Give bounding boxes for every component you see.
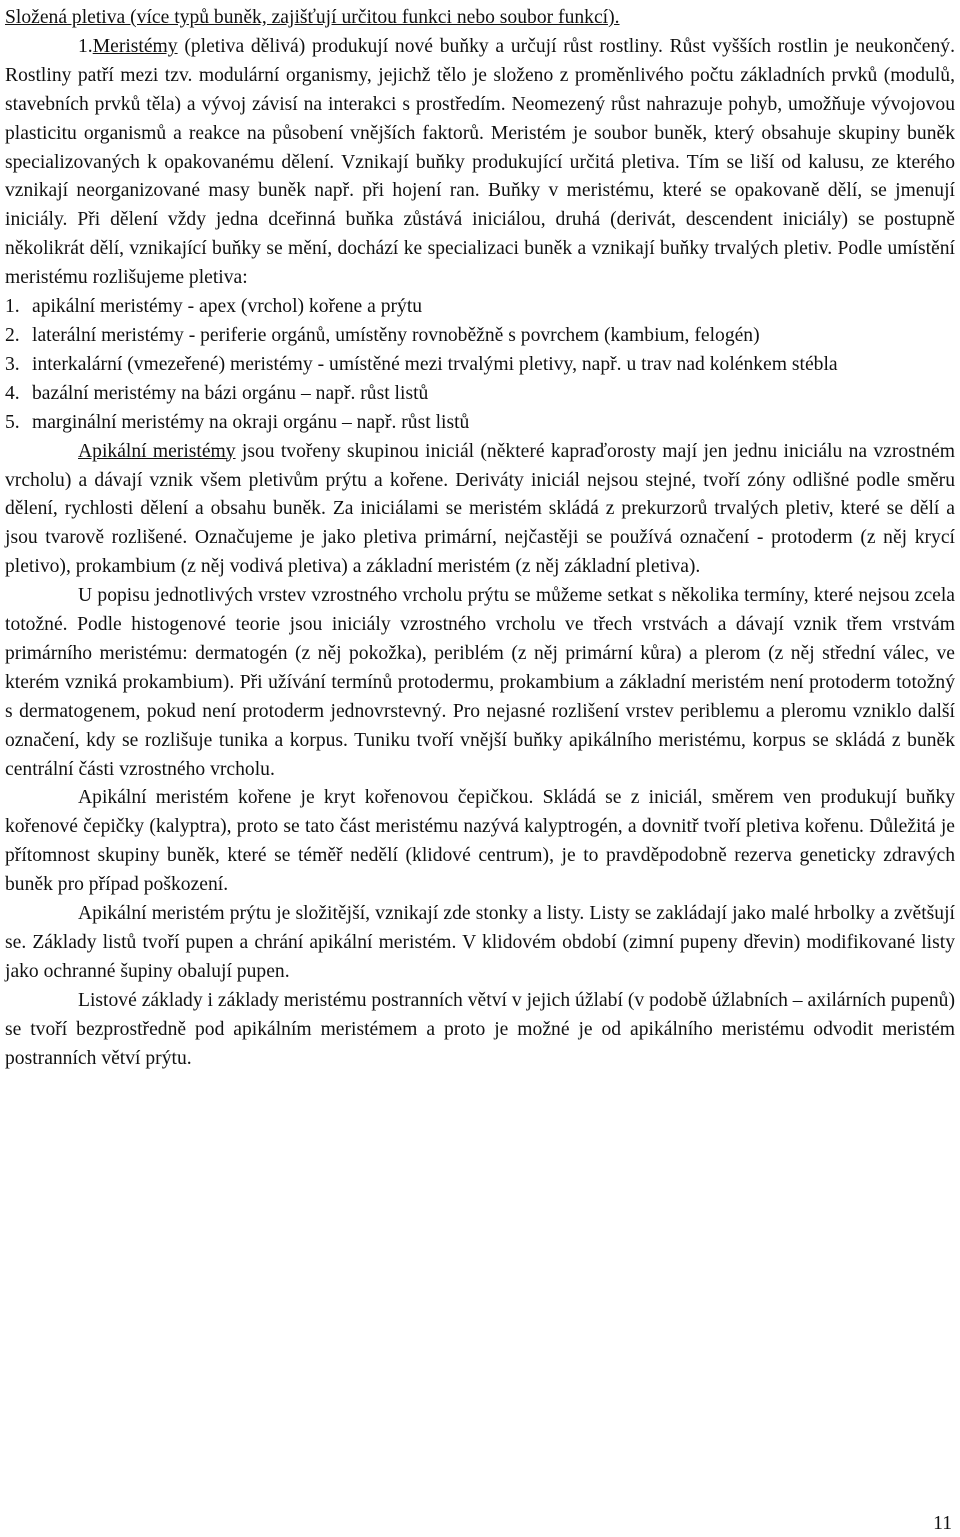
apical-meristems-text: jsou tvořeny skupinou iniciál (některé kapraďorosty mají jen jednu iniciálu na vzrostném vrcholu) a dávají vznik všem pletivům prýtu a kořene. Deriváty iniciál nejsou stejné, tvoří zóny odlišné podle směru dělení, rychlosti dělení a obsahu buněk. Za iniciálami se meristém skládá z prekurzorů trvalých pletiv, které se dělí a jsou tvarově rozlišené. Označujeme je jako pletiva primární, nejčastěji se používá označení - protoderm (z něj krycí pletivo), prokambium (z něj vodivá pletiva) a základní meristém (z něj základní pletiva). (5, 440, 955, 578)
meristem-intro-paragraph (5, 33, 955, 293)
list-number: 1. (78, 35, 93, 57)
list-item (5, 351, 955, 380)
list-item-text: bazální meristémy na bázi orgánu – např. růst listů (32, 382, 429, 404)
list-item (5, 380, 955, 409)
meristem-term: Meristémy (92, 35, 178, 57)
list-item-text: interkalární (vmezeřené) meristémy - umístěné mezi trvalými pletivy, např. u trav nad kolénkem stébla (32, 353, 838, 375)
list-item (5, 293, 955, 322)
list-item-text: apikální meristémy - apex (vrchol) kořene a prýtu (32, 296, 423, 318)
apical-meristems-paragraph (5, 438, 955, 583)
list-item-number: 1. (5, 296, 20, 318)
list-item-text: marginální meristémy na okraji orgánu – např. růst listů (32, 411, 470, 433)
list-item-number: 2. (5, 324, 20, 346)
document-page (5, 4, 955, 1074)
meristem-types-list (5, 293, 955, 438)
apical-meristems-term: Apikální meristémy (78, 440, 236, 462)
list-item-text: laterální meristémy - periferie orgánů, umístěny rovnoběžně s povrchem (kambium, felogén) (32, 324, 760, 346)
lateral-branches-paragraph: Listové základy i základy meristému postranních větví v jejich úžlabí (v podobě úžlabních – axilárních pupenů) se tvoří bezprostředně pod apikálním meristémem a proto je možné je od apikálního meristému odvodit meristém postranních větví prýtu. (5, 989, 955, 1069)
root-apical-meristem-paragraph: Apikální meristém kořene je kryt kořenovou čepičkou. Skládá se z iniciál, směrem ven produkují buňky kořenové čepičky (kalyptra), proto se tato část meristému nazývá kalyptrogén, a dovnitř tvoří pletiva kořenu. Důležitá je přítomnost skupiny buněk, které se téměř nedělí (klidové centrum), je to pravděpodobně rezerva geneticky zdravých buněk pro případ poškození. (5, 787, 955, 896)
list-item-number: 5. (5, 411, 20, 433)
list-item (5, 322, 955, 351)
list-item-number: 4. (5, 382, 20, 404)
meristem-intro-text: (pletiva dělivá) produkují nové buňky a určují růst rostliny. Růst vyšších rostlin je neukončený. Rostliny patří mezi tzv. modulární organismy, jejichž tělo je složeno z proměnlivého počtu základních prvků (modulů, stavebních prvků těla) a vývoj závisí na interakci s prostředím. Neomezený růst nahrazuje pohyb, umožňuje vývojovou plasticitu organismů a reakce na působení vnějších faktorů. Meristém je soubor buněk, který obsahuje skupiny buněk specializovaných k opakovanému dělení. Vznikají buňky produkující určitá pletiva. Tím se liší od kalusu, ze kterého vznikají neorganizované masy buněk např. při hojení ran. Buňky v meristému, které se opakovaně dělí, se jmenují iniciály. Při dělení vždy jedna dceřinná buňka zůstává iniciálou, druhá (derivát, descendent iniciály) se postupně několikrát dělí, vznikající buňky se mění, dochází ke specializaci buněk a vznikají buňky trvalých pletiv. Podle umístění meristému rozlišujeme pletiva: (5, 35, 955, 289)
section-heading: Složená pletiva (více typů buněk, zajišťují určitou funkci nebo soubor funkcí). (5, 7, 620, 28)
list-item-number: 3. (5, 353, 20, 375)
page-number: 11 (933, 1513, 952, 1534)
shoot-layers-paragraph: U popisu jednotlivých vrstev vzrostného vrcholu prýtu se můžeme setkat s několika termíny, které nejsou zcela totožné. Podle histogenové teorie jsou iniciály vzrostného vrcholu ve třech vrstvách a dávají vznik třem vrstvám primárního meristému: dermatogén (z něj pokožka), periblém (z něj primární kůra) a plerom (z něj střední válec, ve kterém vzniká prokambium). Při užívání termínů protodermu, prokambium a základní meristém není protoderm totožný s dermatogenem, pokud není protoderm jednovrstevný. Pro nejasné rozlišení vrstev periblemu a pleromu vzniklo další označení, kdy se rozlišuje tunika a korpus. Tuniku tvoří vnější buňky apikálního meristému, korpus se skládá z buněk centrální části vzrostného vrcholu. (5, 585, 955, 780)
list-item (5, 409, 955, 438)
shoot-apical-meristem-paragraph: Apikální meristém prýtu je složitější, vznikají zde stonky a listy. Listy se zakládají jako malé hrbolky a zvětšují se. Základy listů tvoří pupen a chrání apikální meristém. V klidovém období (zimní pupeny dřevin) modifikované listy jako ochranné šupiny obalují pupen. (5, 903, 955, 982)
